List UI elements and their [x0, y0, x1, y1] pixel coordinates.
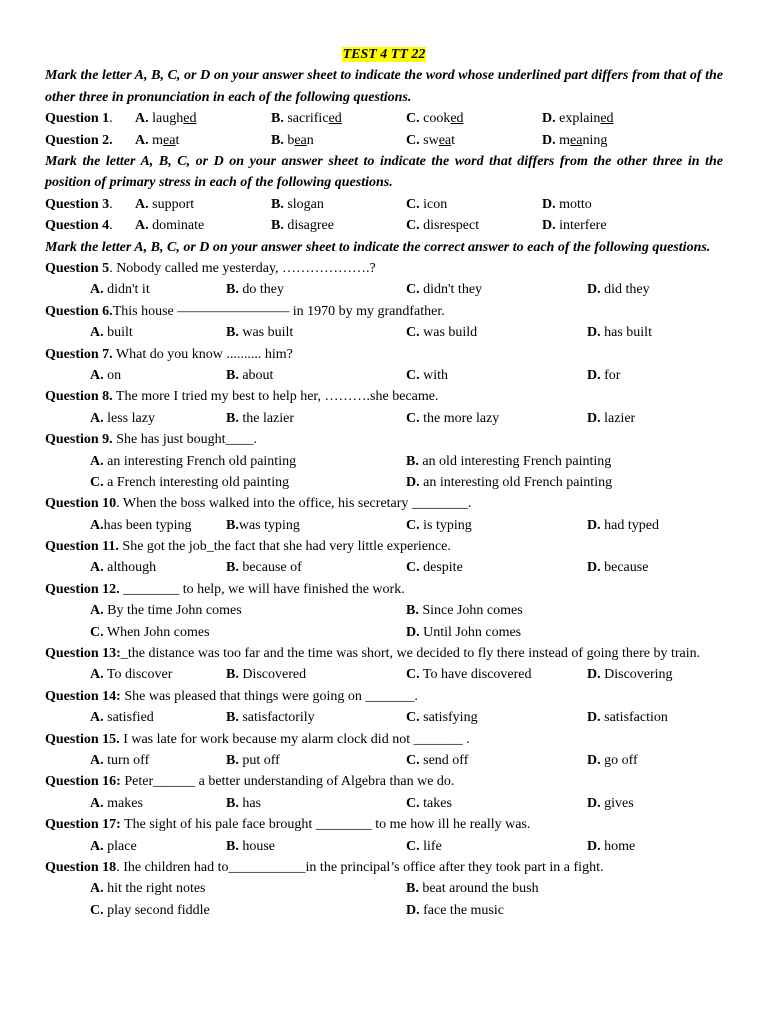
- option-c: C. the more lazy: [406, 410, 500, 426]
- question-12: Question 12. ________ to help, we will have finished the work.: [45, 581, 405, 597]
- option-c: C. life: [406, 838, 442, 854]
- option-b: B. house: [226, 838, 276, 854]
- question-5: Question 5. Nobody called me yesterday, ……………….?: [45, 260, 376, 276]
- question-9: Question 9. She has just bought____.: [45, 432, 257, 448]
- option-a: A. dominate: [135, 218, 205, 234]
- question-13: Question 13:_the distance was too far and the time was short, we decided to fly there instead of going there by train.: [45, 646, 701, 662]
- option-d: D. did they: [587, 282, 650, 298]
- option-b: B.was typing: [226, 517, 300, 533]
- question-12-options-row2: [45, 622, 723, 643]
- option-c: C. was build: [406, 325, 478, 341]
- question-14: Question 14: She was pleased that things were going on _______.: [45, 688, 418, 704]
- option-b: B. beat around the bush: [406, 881, 539, 897]
- option-d: D. motto: [542, 196, 592, 212]
- option-a: A. built: [90, 325, 133, 341]
- option-b: B. the lazier: [226, 410, 295, 426]
- question-10: Question 10. When the boss walked into the office, his secretary ________.: [45, 496, 472, 512]
- option-b: B. satisfactorily: [226, 710, 315, 726]
- option-d: D. explained: [542, 111, 614, 127]
- option-a: A. support: [135, 196, 195, 212]
- question-12-options-row1: [45, 600, 723, 621]
- test-title: TEST 4 TT 22: [342, 47, 426, 62]
- instruction-stress: Mark the letter A, B, C, or D on your answer sheet to indicate the word that differs from the other three in the position of primary stress in each of the following questions.: [45, 153, 723, 191]
- option-d: D. interfere: [542, 218, 607, 234]
- question-4: Question 4. A. dominate B. disagree C. disrespect D. interfere: [45, 215, 723, 236]
- question-8-options: [45, 408, 723, 429]
- option-c: C. When John comes: [90, 624, 210, 640]
- option-b: B. an old interesting French painting: [406, 453, 612, 469]
- option-d: D. gives: [587, 795, 634, 811]
- question-18: Question 18. Ihe children had to___________in the principal’s office after they took part in a fight.: [45, 859, 604, 875]
- option-c: C. satisfying: [406, 710, 478, 726]
- option-d: D. had typed: [587, 517, 659, 533]
- option-c: C. didn't they: [406, 282, 483, 298]
- option-a: A. hit the right notes: [90, 881, 206, 897]
- option-d: D. an interesting old French painting: [406, 474, 613, 490]
- option-b: B. put off: [226, 752, 280, 768]
- option-a: A. laughed: [135, 111, 197, 127]
- instruction-correct-answer: Mark the letter A, B, C, or D on your answer sheet to indicate the correct answer to each of the following questions.: [45, 239, 711, 255]
- option-a: A. an interesting French old painting: [90, 453, 297, 469]
- question-17-options: [45, 836, 723, 857]
- option-a: A. didn't it: [90, 282, 150, 298]
- question-7-options: [45, 365, 723, 386]
- option-b: B. Since John comes: [406, 603, 523, 619]
- option-d: D. meaning: [542, 132, 608, 148]
- option-b: B. was built: [226, 325, 294, 341]
- instruction-pronunciation: Mark the letter A, B, C, or D on your answer sheet to indicate the word whose underlined part differs from that of the other three in pronunciation in each of the following questions.: [45, 68, 723, 105]
- option-d: D. for: [587, 367, 621, 383]
- option-a: A. less lazy: [90, 410, 155, 426]
- option-b: B. Discovered: [226, 667, 307, 683]
- question-17: Question 17: The sight of his pale face brought ________ to me how ill he really was.: [45, 817, 531, 833]
- option-d: D. go off: [587, 752, 638, 768]
- option-c: C. a French interesting old painting: [90, 474, 290, 490]
- option-b: B. disagree: [271, 218, 334, 234]
- option-d: D. because: [587, 560, 649, 576]
- option-b: B. about: [226, 367, 274, 383]
- option-d: D. Until John comes: [406, 624, 522, 640]
- option-c: C. with: [406, 367, 449, 383]
- option-b: B. because of: [226, 560, 302, 576]
- question-2: Question 2. A. meat B. bean C. sweat D. meaning: [45, 130, 723, 151]
- question-3: Question 3. A. support B. slogan C. icon D. motto: [45, 194, 723, 215]
- option-c: C. To have discovered: [406, 667, 532, 683]
- question-5-options: [45, 279, 723, 300]
- option-b: B. do they: [226, 282, 284, 298]
- option-c: C. send off: [406, 752, 469, 768]
- question-6-options: [45, 322, 723, 343]
- document-page: [45, 44, 723, 921]
- question-14-options: [45, 707, 723, 728]
- question-16-options: [45, 793, 723, 814]
- option-d: D. face the music: [406, 902, 504, 918]
- option-d: D. satisfaction: [587, 710, 668, 726]
- question-8: Question 8. The more I tried my best to help her, ……….she became.: [45, 389, 439, 405]
- option-c: C. play second fiddle: [90, 902, 210, 918]
- option-a: A. turn off: [90, 752, 150, 768]
- option-b: B. has: [226, 795, 262, 811]
- question-9-options-row1: [45, 451, 723, 472]
- question-15: Question 15. I was late for work because my alarm clock did not _______ .: [45, 731, 470, 747]
- option-c: C. despite: [406, 560, 463, 576]
- option-d: D. has built: [587, 325, 652, 341]
- option-a: A. satisfied: [90, 710, 154, 726]
- option-c: C. takes: [406, 795, 452, 811]
- question-16: Question 16: Peter______ a better understanding of Algebra than we do.: [45, 774, 455, 790]
- option-d: D. lazier: [587, 410, 636, 426]
- question-11: Question 11. She got the job_the fact that she had very little experience.: [45, 539, 451, 555]
- option-c: C. is typing: [406, 517, 472, 533]
- question-10-options: [45, 515, 723, 536]
- option-b: B. slogan: [271, 196, 324, 212]
- option-b: B. bean: [271, 132, 314, 148]
- option-a: A. By the time John comes: [90, 603, 242, 619]
- option-d: D. Discovering: [587, 667, 673, 683]
- question-13-options: [45, 664, 723, 685]
- option-a: A. place: [90, 838, 137, 854]
- option-c: C. disrespect: [406, 218, 480, 234]
- option-c: C. sweat: [406, 132, 456, 148]
- option-a: A. on: [90, 367, 122, 383]
- option-a: A.has been typing: [90, 517, 192, 533]
- option-c: C. icon: [406, 196, 448, 212]
- option-a: A. meat: [135, 132, 180, 148]
- option-b: B. sacrificed: [271, 111, 342, 127]
- question-11-options: [45, 557, 723, 578]
- question-1: Question 1. A. laughed B. sacrificed C. cooked D. explained: [45, 108, 723, 129]
- question-18-options-row1: [45, 878, 723, 899]
- option-a: A. makes: [90, 795, 143, 811]
- question-9-options-row2: [45, 472, 723, 493]
- question-7: Question 7. What do you know .......... him?: [45, 346, 293, 362]
- question-18-options-row2: [45, 900, 723, 921]
- question-6: Question 6.This house ———————— in 1970 by my grandfather.: [45, 303, 445, 319]
- option-d: D. home: [587, 838, 636, 854]
- option-a: A. although: [90, 560, 157, 576]
- option-a: A. To discover: [90, 667, 173, 683]
- question-15-options: [45, 750, 723, 771]
- option-c: C. cooked: [406, 111, 464, 127]
